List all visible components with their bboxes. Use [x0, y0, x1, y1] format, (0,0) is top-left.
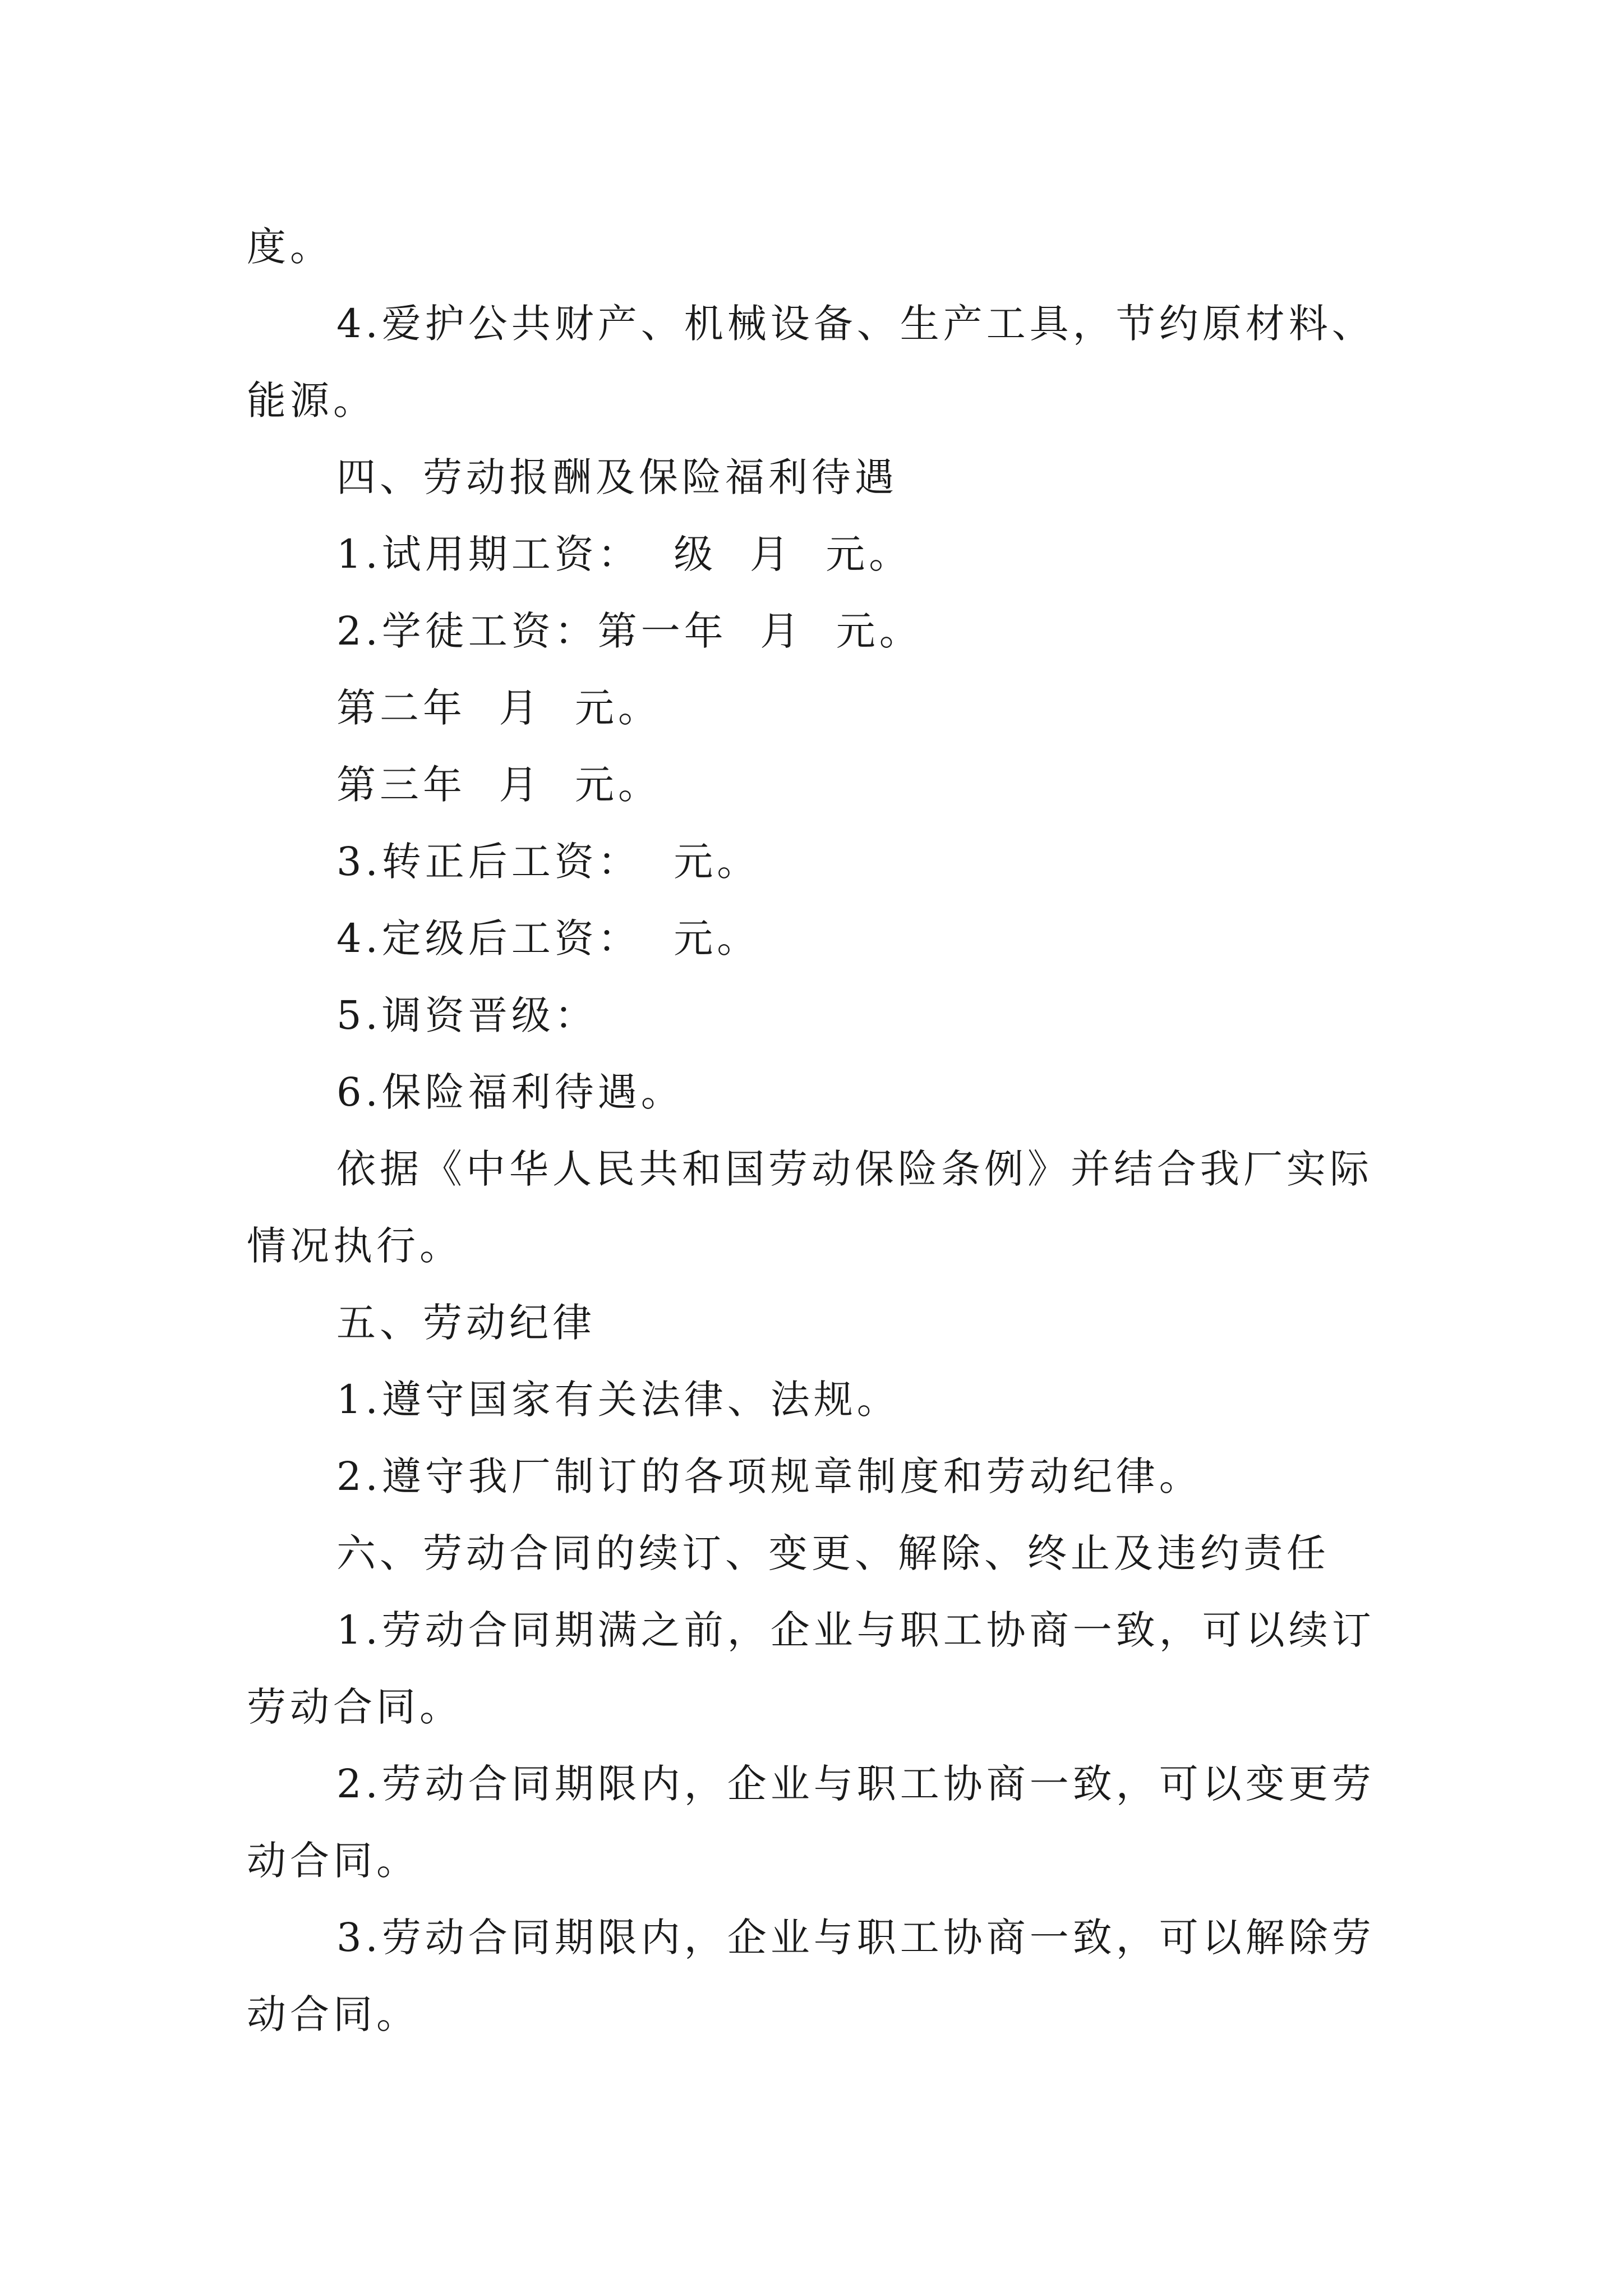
list-item: 2.学徒工资：第一年 月 元。: [336, 608, 923, 654]
text-line: 能源。: [247, 378, 376, 424]
list-item: 1.遵守国家有关法律、法规。: [336, 1377, 900, 1423]
section-heading: 六、劳动合同的续订、变更、解除、终止及违约责任: [336, 1530, 1330, 1576]
list-item: 1.试用期工资： 级 月 元。: [336, 531, 912, 577]
list-item: 6.保险福利待遇。: [336, 1069, 684, 1115]
paragraph-line: 劳动合同。: [247, 1684, 463, 1730]
list-item: 4.定级后工资： 元。: [336, 915, 760, 961]
text-line: 度。: [247, 224, 333, 270]
section-heading: 五、劳动纪律: [336, 1300, 596, 1346]
list-item: 4.爱护公共财产、机械设备、生产工具，节约原材料、: [336, 301, 1375, 347]
paragraph-line: 动合同。: [247, 1991, 419, 2037]
list-item: 1.劳动合同期满之前，企业与职工协商一致，可以续订: [336, 1607, 1375, 1653]
section-heading: 四、劳动报酬及保险福利待遇: [336, 454, 898, 500]
list-item: 2.劳动合同期限内，企业与职工协商一致，可以变更劳: [336, 1761, 1375, 1807]
paragraph-line: 动合同。: [247, 1838, 419, 1884]
text-line: 第二年 月 元。: [336, 685, 662, 731]
list-item: 3.劳动合同期限内，企业与职工协商一致，可以解除劳: [336, 1915, 1375, 1961]
list-item: 2.遵守我厂制订的各项规章制度和劳动纪律。: [336, 1453, 1202, 1499]
text-line: 第三年 月 元。: [336, 762, 662, 808]
list-item: 3.转正后工资： 元。: [336, 839, 760, 885]
document-body: [247, 209, 1385, 2053]
list-item: 5.调资晋级：: [336, 992, 598, 1038]
paragraph-line: 情况执行。: [247, 1223, 463, 1269]
paragraph-line: 依据《中华人民共和国劳动保险条例》并结合我厂实际: [336, 1146, 1373, 1192]
